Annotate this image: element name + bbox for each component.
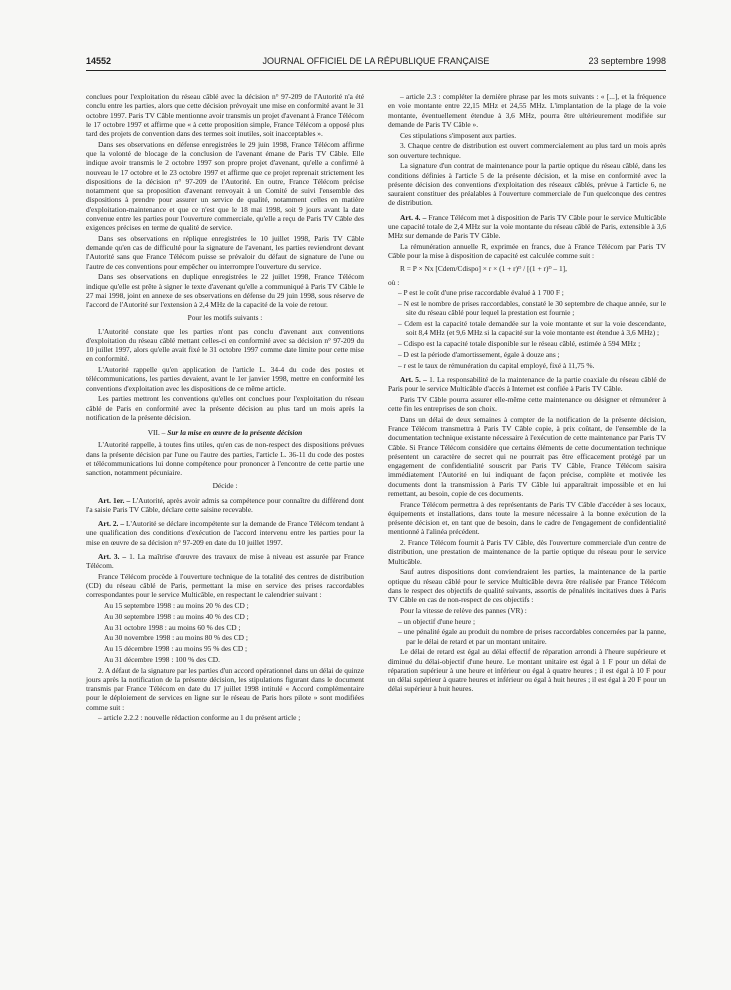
definition-item: – D est la période d'amortissement, égale à douze ans ; xyxy=(398,349,560,359)
paragraph: France Télécom permettra à des représentants de Paris TV Câble d'accéder à ses locaux, équipements et installations, dans toute la mesure nécessaire à la bonne exécution de la présente décision et, en tant que de besoin, dans le cadre de l'engagement de confidentialité mentionné à l'alinéa précédent. xyxy=(388,499,666,537)
article-4 xyxy=(388,213,666,241)
page-header xyxy=(86,56,666,70)
section-number: VII. – xyxy=(147,428,168,437)
paragraph: France Télécom procède à l'ouverture technique de la totalité des centres de distribution (CD) du réseau câblé de Paris, permettant la mise en service des prises raccordables correspondantes pour le service Multicâble, en respectant le calendrier suivant : xyxy=(86,571,364,600)
definition-item: – N est le nombre de prises raccordables, constaté le 30 septembre de chaque année, sur le site du réseau câblé pour lequel la prestation est fournie ; xyxy=(398,299,666,318)
calendar-item: Au 30 novembre 1998 : au moins 80 % des CD ; xyxy=(104,633,248,643)
calendar-item: Au 31 décembre 1998 : 100 % des CD. xyxy=(104,654,220,664)
article-2 xyxy=(86,519,364,547)
calendar-item: Au 30 septembre 1998 : au moins 40 % des CD ; xyxy=(104,611,249,621)
article-label: Art. 5. – xyxy=(400,374,427,384)
article-text: L'Autorité, après avoir admis sa compétence pour connaître du différend dont l'a saisie Paris TV Câble, déclare cette saisine recevable. xyxy=(86,495,364,514)
paragraph: Dans ses observations en défense enregistrées le 29 juin 1998, France Télécom affirme que la volonté de blocage de la conclusion de l'avenant émane de Paris TV Câble. Elle indique avoir transmis le 2 octobre 1997 son propre projet d'avenant, qu'elle a confirmé à nouveau le 17 octobre et le 23 octobre 1997 et affirme que ce projet reprenait strictement les dispositions de la décision n° 97-209 de l'Autorité. En outre, France Télécom précise notamment que sa proposition d'avenant renvoyait à un Comité de suivi l'ensemble des dispositions à prendre pour assurer un service de qualité, notamment celles en matière d'exploitation-maintenance et que ce n'est que le 18 mai 1998, soit 9 jours avant la date convenue entre les parties pour l'ouverture commerciale, qu'elle a reçu de Paris TV Câble des exigences précises en terme de qualité de service. xyxy=(86,139,364,232)
definition-item: – Cdispo est la capacité totale disponible sur le réseau câblé, estimée à 594 MHz ; xyxy=(398,339,641,348)
paragraph: L'Autorité rappelle, à toutes fins utiles, qu'en cas de non-respect des dispositions prévues dans la présente décision par l'une ou l'autre des parties, l'article L. 36-11 du code des postes et télécommunications lui donne compétence pour prononcer à l'encontre de cette partie une sanction, notamment pécuniaire. xyxy=(86,440,364,477)
paragraph: Paris TV Câble pourra assurer elle-même cette maintenance ou désigner et rémunérer à cette fin les entreprises de son choix. xyxy=(388,394,666,413)
journal-title: JOURNAL OFFICIEL DE LA RÉPUBLIQUE FRANÇAISE xyxy=(262,56,490,66)
paragraph: Sauf autres dispositions dont conviendraient les parties, la maintenance de la partie optique du réseau câblé pour le service Multicâble devra être réalisée par France Télécom dans le respect des objectifs de qualité suivants, assortis de pénalités incitatives dues à Paris TV Câble en cas de non-respect de ces objectifs : xyxy=(388,567,666,604)
motifs-heading: Pour les motifs suivants : xyxy=(187,313,263,323)
article-5 xyxy=(388,375,666,394)
paragraph: Dans ses observations en duplique enregistrées le 22 juillet 1998, France Télécom indique qu'elle est prête à signer le texte d'avenant qu'elle a communiqué à Paris TV Câble le 27 mai 1998, joint en annexe de ses observations en défense du 29 juin 1998, sous réserve de l'accord de l'Autorité sur l'extension à 2,4 MHz de la capacité de la voie de retour. xyxy=(86,272,364,309)
calendar-item: Au 15 septembre 1998 : au moins 20 % des CD ; xyxy=(104,601,249,610)
article-label: Art. 2. – xyxy=(98,519,125,528)
definition-item: – Cdem est la capacité totale demandée sur la voie montante et sur la voie descendante, soit 8,4 MHz (et 9,6 MHz si la capacité sur la voie montante est étendue à 3,6 MHz) ; xyxy=(398,319,666,338)
paragraph: Ces stipulations s'imposent aux parties. xyxy=(400,130,517,140)
paragraph: – article 2.2.2 : nouvelle rédaction conforme au 1 du présent article ; xyxy=(98,713,301,723)
paragraph: Dans un délai de deux semaines à compter de la notification de la présente décision, France Télécom transmettra à Paris TV Câble copie, à prix coûtant, de l'ensemble de la documentation technique existante nécessaire à l'exécution de cette maintenance par Paris TV Câble. Si France Télécom considère que certains éléments de cette documentation technique présentent un caractère de secret qui ne pourrait pas être efficacement protégé par un engagement de confidentialité souscrit par Paris TV Câble, France Télécom saisira immédiatement l'Autorité en lui indiquant de façon précise, complète et motivée les documents dont la transmission à Paris TV Câble lui apparaîtrait impossible et en lui remettant, au besoin, copie de ces documents. xyxy=(388,414,666,498)
section-heading xyxy=(86,428,364,437)
header-rule xyxy=(86,70,666,71)
article-1 xyxy=(86,496,364,515)
article-label: Art. 1er. – xyxy=(98,495,131,505)
section-title: Sur la mise en œuvre de la présente décision xyxy=(167,428,303,437)
left-column xyxy=(86,92,364,724)
paragraph: La signature d'un contrat de maintenance pour la partie optique du réseau câblé, dans les conditions définies à l'article 5 de la présente décision, et la mise en conformité avec la présente décision des conventions d'exploitation des réseaux câblés, prévue à l'article 6, ne sauraient constituer des préalables à l'ouverture commerciale de l'un quelconque des centres de distribution. xyxy=(388,161,666,208)
paragraph: Dans ses observations en réplique enregistrées le 10 juillet 1998, Paris TV Câble demande qu'en cas de difficulté pour la signature de l'avenant, les parties reviendront devant l'Autorité sans que France Télécom puisse se prévaloir du défaut de signature de l'une ou l'autre de ces conventions pour empêcher ou interrompre l'ouverture du service. xyxy=(86,233,364,271)
article-label: Art. 3. – xyxy=(98,551,127,561)
paragraph: L'Autorité rappelle qu'en application de l'article L. 34-4 du code des postes et télécommunications, les parties devaient, avant le 1er janvier 1998, mettre en conformité les conventions d'exploitation avec les dispositions de ce même article. xyxy=(86,365,364,393)
paragraph: 2. A défaut de la signature par les parties d'un accord opérationnel dans un délai de quinze jours après la notification de la présente décision, les stipulations figurant dans le document transmis par France Télécom en date du 17 juillet 1998 intitulé « Accord complémentaire pour le déploiement de services en ligne sur le réseau de Paris hors pilote » sont modifiées comme suit : xyxy=(86,665,364,712)
right-column xyxy=(388,92,666,695)
paragraph: 2. France Télécom fournit à Paris TV Câble, dès l'ouverture commerciale d'un centre de distribution, une prestation de maintenance de la partie optique du réseau pour le service Multicâble. xyxy=(388,538,666,566)
issue-date: 23 septembre 1998 xyxy=(588,56,666,66)
list-item: – un objectif d'une heure ; xyxy=(398,616,476,626)
page-number: 14552 xyxy=(86,56,112,66)
calendar-item: Au 31 octobre 1998 : au moins 60 % des CD ; xyxy=(104,622,241,632)
paragraph: où : xyxy=(388,277,400,287)
definition-item: – P est le coût d'une prise raccordable évalué à 1 700 F ; xyxy=(398,288,564,298)
paragraph: Le délai de retard est égal au délai effectif de réparation arrondi à l'heure supérieure et diminué du délai-objectif d'une heure. Le montant unitaire est égal à 1 F pour un délai de réparation supérieur à une heure et inférieur ou égal à quatre heures ; il est égal à 10 F pour un délai supérieur à quatre heures et inférieur ou égal à huit heures ; il est égal à 20 F pour un délai supérieur à huit heures. xyxy=(388,647,666,694)
paragraph: L'Autorité constate que les parties n'ont pas conclu d'avenant aux conventions d'exploitation du réseau câblé mettant celles-ci en conformité avec sa décision n° 97-209 du 10 juillet 1997, alors qu'elle avait fixé le 31 octobre 1997 comme date limite pour cette mise en conformité. xyxy=(86,326,364,364)
paragraph: Les parties mettront les conventions qu'elles ont conclues pour l'exploitation du réseau câblé de Paris en conformité avec la présente décision au plus tard un mois après la notification de la présente décision. xyxy=(86,394,364,422)
paragraph: Pour la vitesse de relève des pannes (VR) : xyxy=(400,605,527,615)
formula: R = P × Nx [Cdem/Cdispo] × r × (1 + r)ᴰ / [(1 + r)ᴰ – 1], xyxy=(400,264,567,274)
article-text: L'Autorité se déclare incompétente sur la demande de France Télécom tendant à une qualification des conditions d'exécution de l'accord intervenu entre les parties pour la mise en œuvre de sa décision n° 97-209 en date du 10 juillet 1997. xyxy=(86,519,364,547)
paragraph: conclues pour l'exploitation du réseau câblé avec la décision n° 97-209 de l'Autorité n'a été conclu entre les parties, alors que cette décision prévoyait une mise en conformité avant le 31 octobre 1997. Paris TV Câble mentionne avoir transmis un projet d'avenant à France Télécom le 17 octobre 1997 et affirme que « à cette proposition simple, France Télécom a opposé plus tard des projets de convention dans des termes soit inutiles, soit inacceptables ». xyxy=(86,92,364,138)
article-text: 1. La responsabilité de la maintenance de la partie coaxiale du réseau câblé de Paris pour le service Multicâble d'accès à Internet est confiée à Paris TV Câble. xyxy=(388,374,666,393)
paragraph: – article 2.3 : compléter la dernière phrase par les mots suivants : « [...], et la fréquence en voie montante entre 22,15 MHz et 24,55 MHz. L'implantation de la plage de la voie montante, éventuellement étendue à 3,6 MHz, pourra être ultérieurement modifiée sur demande de Paris TV Câble ». xyxy=(388,92,666,129)
decide-heading: Décide : xyxy=(212,481,238,491)
article-text: France Télécom met à disposition de Paris TV Câble pour le service Multicâble une capacité totale de 2,4 MHz sur la voie montante du réseau câblé de Paris, extensible à 3,6 MHz sur demande de Paris TV Câble. xyxy=(388,212,666,240)
paragraph: La rémunération annuelle R, exprimée en francs, due à France Télécom par Paris TV Câble pour la mise à disposition de capacité est calculée comme suit : xyxy=(388,241,666,260)
list-item: – une pénalité égale au produit du nombre de prises raccordables concernées par la panne, par le délai de retard et par un montant unitaire. xyxy=(398,627,666,646)
calendar-item: Au 15 décembre 1998 : au moins 95 % des CD ; xyxy=(104,644,248,653)
article-3 xyxy=(86,552,364,571)
definition-item: – r est le taux de rémunération du capital employé, fixé à 11,75 %. xyxy=(398,360,595,370)
article-label: Art. 4. – xyxy=(400,212,427,222)
paragraph: 3. Chaque centre de distribution est ouvert commercialement au plus tard un mois après son ouverture technique. xyxy=(388,141,666,160)
article-text: 1. La maîtrise d'œuvre des travaux de mise à niveau est assurée par France Télécom. xyxy=(86,551,364,570)
